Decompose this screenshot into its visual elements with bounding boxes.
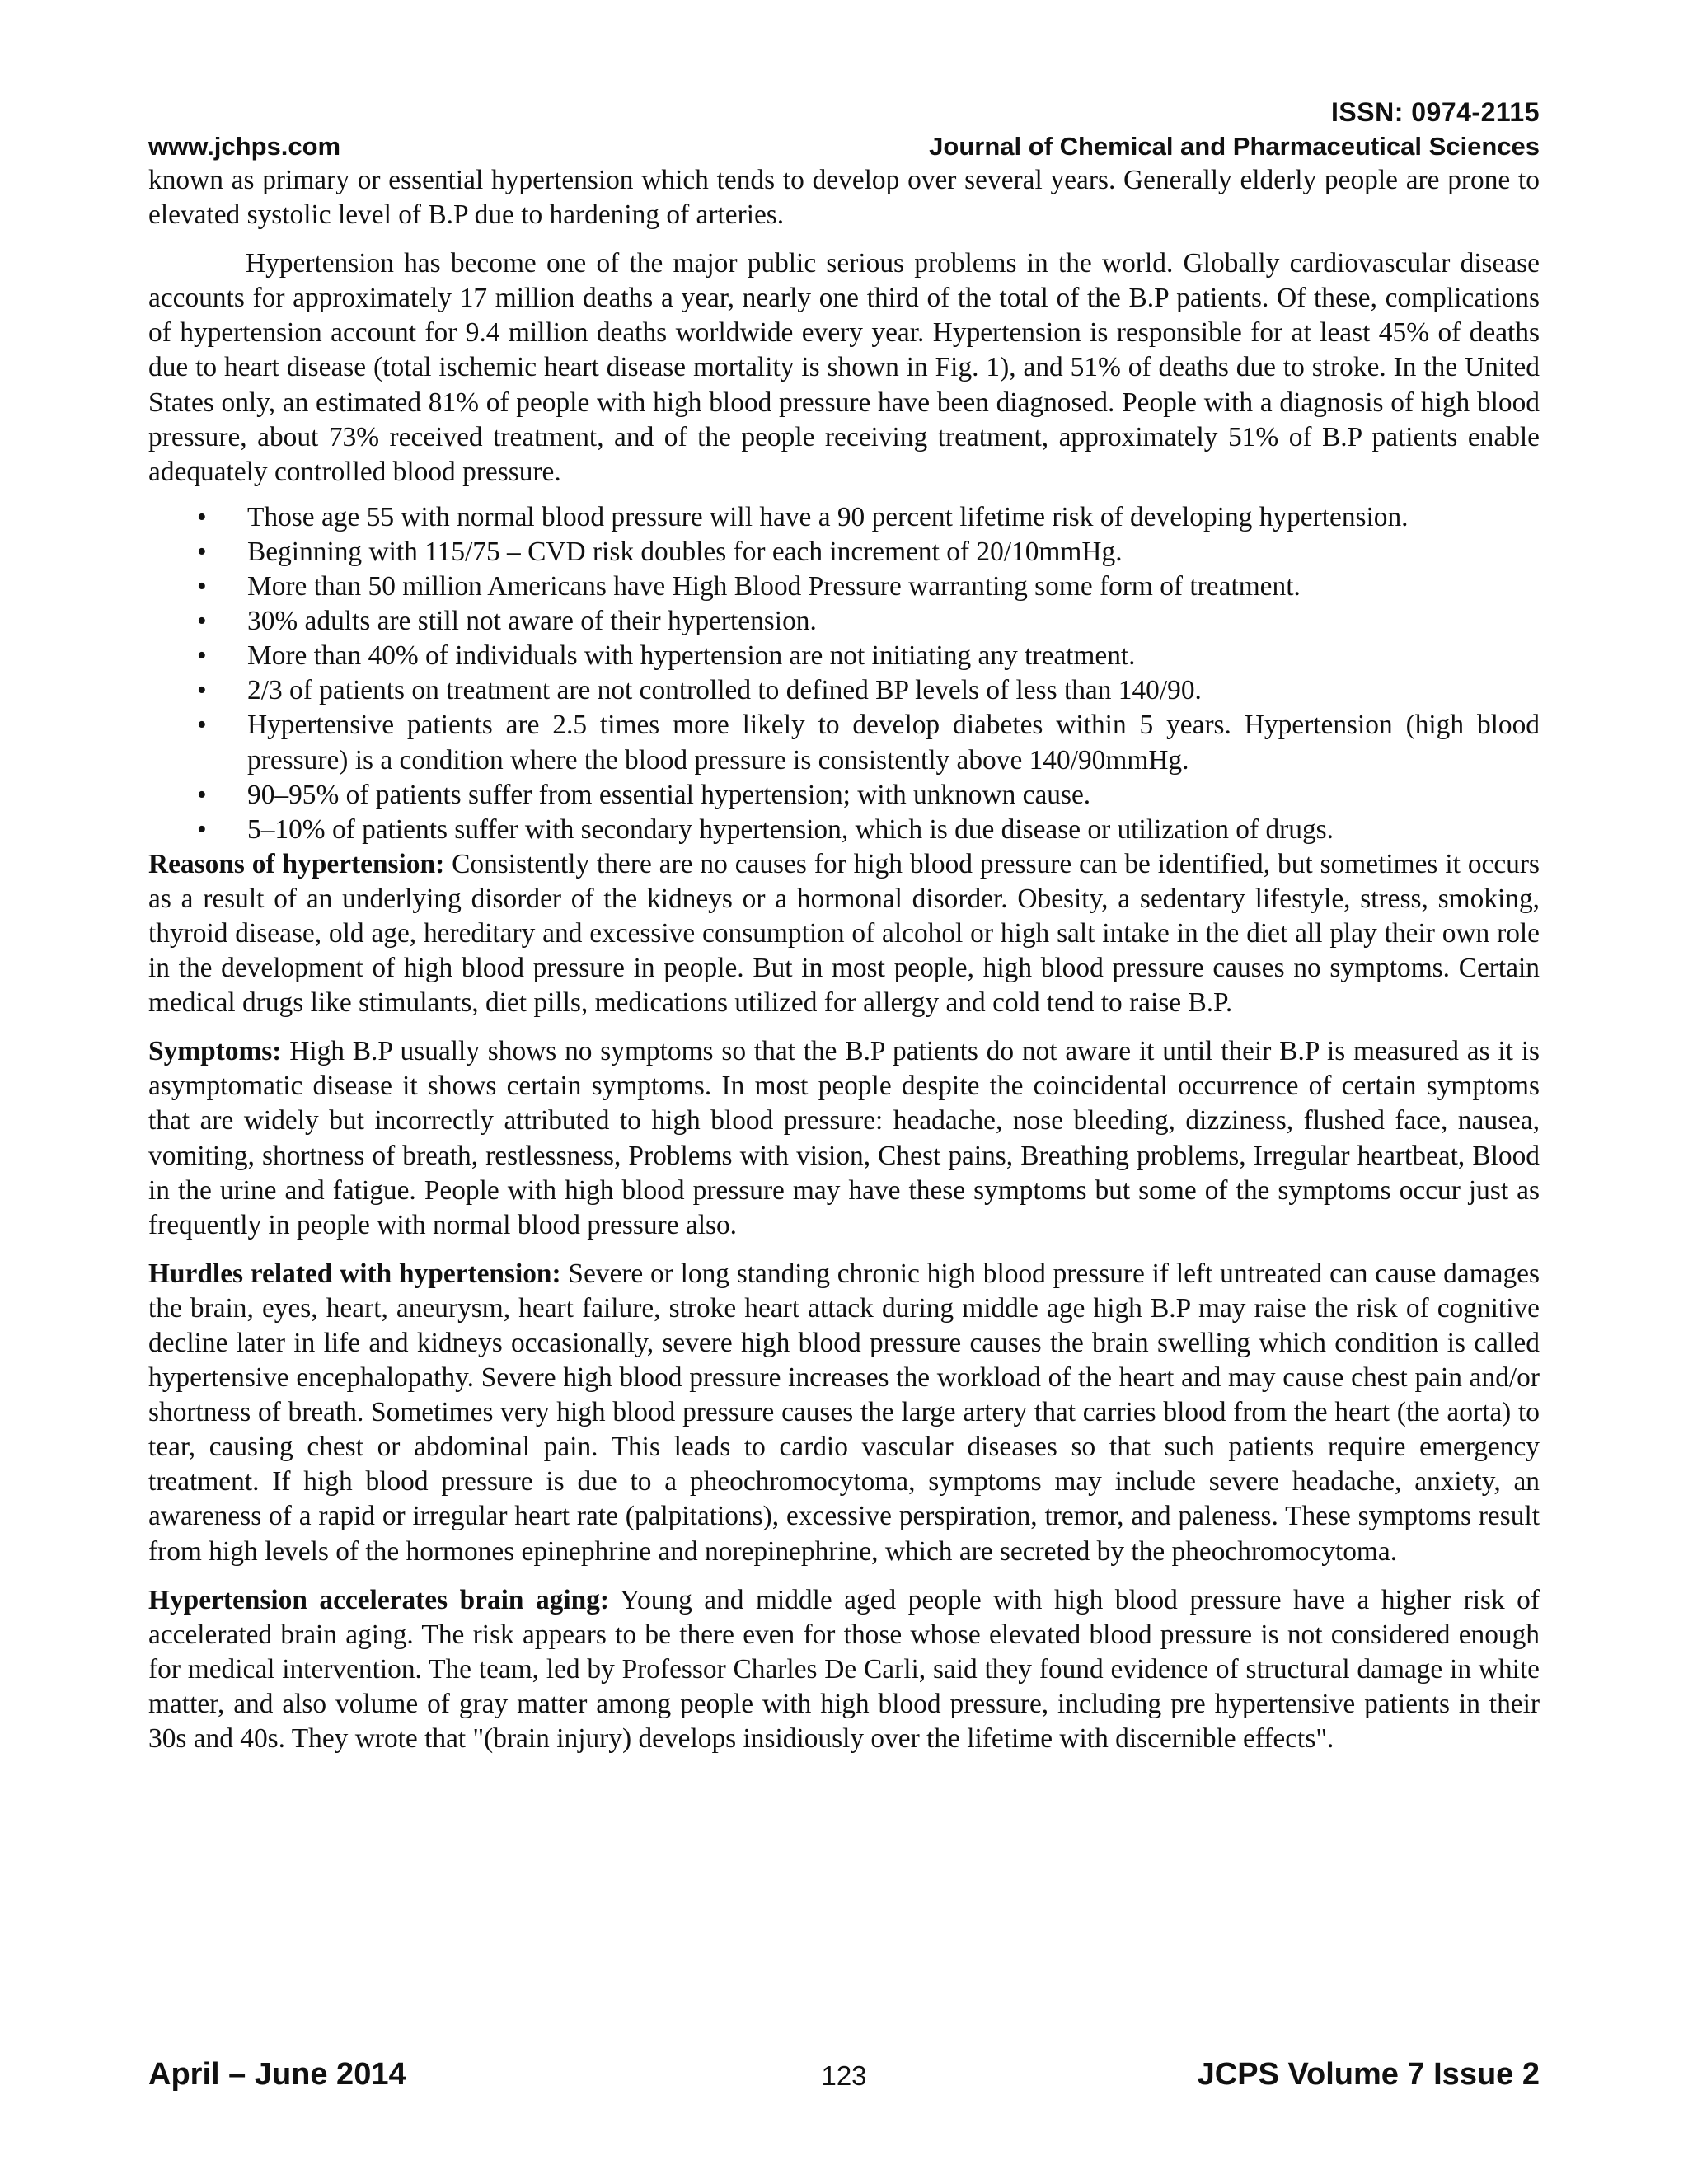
- list-item: [148, 604, 1540, 639]
- bullet-icon: •: [197, 536, 207, 567]
- issn-label: ISSN: 0974-2115: [1331, 97, 1540, 127]
- section-heading: Hypertension accelerates brain aging:: [148, 1584, 610, 1615]
- website-link[interactable]: www.jchps.com: [148, 132, 341, 161]
- section-text: Consistently there are no causes for high blood pressure can be identified, but sometimes it occurs as a result of an underlying disorder of the kidneys or a hormonal disorder. Obesity, a sedentary lifestyle, stress, smoking, thyroid disease, old age, hereditary and excessive consumption of alcohol or high salt intake in the diet all play their own role in the development of high blood pressure in people. But in most people, high blood pressure causes no symptoms. Certain medical drugs like stimulants, diet pills, medications utilized for allergy and cold tend to raise B.P.: [148, 848, 1540, 1019]
- list-item: [148, 535, 1540, 569]
- list-item: [148, 708, 1540, 777]
- bullet-icon: •: [197, 813, 207, 845]
- bullet-icon: •: [197, 501, 207, 532]
- bullet-text: More than 40% of individuals with hypertension are not initiating any treatment.: [247, 640, 1136, 672]
- bullet-icon: •: [197, 606, 207, 637]
- section-symptoms: [148, 1034, 1540, 1243]
- bullet-text: Hypertensive patients are 2.5 times more likely to develop diabetes within 5 years. Hypertension (high blood pressure) is a condition where the blood pressure is consistently above 140/90mmHg.: [247, 710, 1540, 776]
- section-text: Severe or long standing chronic high blood pressure if left untreated can cause damages the brain, eyes, heart, aneurysm, heart failure, stroke heart attack during middle age high B.P may raise the risk of cognitive decline later in life and kidneys occasionally, severe high blood pressure causes the brain swelling which condition is called hypertensive encephalopathy. Severe high blood pressure increases the workload of the heart and may cause chest pain and/or shortness of breath. Sometimes very high blood pressure causes the large artery that carries blood from the heart (the aorta) to tear, causing chest or abdominal pain. This leads to cardio vascular diseases so that such patients require emergency treatment. If high blood pressure is due to a pheochromocytoma, symptoms may include severe headache, anxiety, an awareness of a rapid or irregular heart rate (palpitations), excessive perspiration, tremor, and paleness. These symptoms result from high levels of the hormones epinephrine and norepinephrine, which are secreted by the pheochromocytoma.: [148, 1258, 1540, 1567]
- volume-issue: JCPS Volume 7 Issue 2: [1197, 2057, 1540, 2092]
- bullet-icon: •: [197, 640, 207, 672]
- bullet-icon: •: [197, 571, 207, 602]
- section-heading: Hurdles related with hypertension:: [148, 1258, 561, 1289]
- list-item: [148, 813, 1540, 847]
- journal-title: Journal of Chemical and Pharmaceutical Sciences: [929, 132, 1540, 161]
- journal-page: [148, 0, 1540, 2184]
- statistics-bullet-list: [148, 500, 1540, 847]
- bullet-text: 5–10% of patients suffer with secondary hypertension, which is due disease or utilization of drugs.: [247, 813, 1334, 845]
- bullet-icon: •: [197, 675, 207, 706]
- section-brain-aging: [148, 1583, 1540, 1756]
- page-number: 123: [821, 2060, 867, 2091]
- section-text: High B.P usually shows no symptoms so that the B.P patients do not aware it until their B.P is measured as it is asymptomatic disease it shows certain symptoms. In most people despite the coincidental occurrence of certain symptoms that are widely but incorrectly attributed to high blood pressure: headache, nose bleeding, dizziness, flushed face, nausea, vomiting, shortness of breath, restlessness, Problems with vision, Chest pains, Breathing problems, Irregular heartbeat, Blood in the urine and fatigue. People with high blood pressure may have these symptoms but some of the symptoms occur just as frequently in people with normal blood pressure also.: [148, 1036, 1540, 1240]
- statistics-paragraph: Hypertension has become one of the major public serious problems in the world. Globally cardiovascular disease accounts for approximately 17 million deaths a year, nearly one third of the total of the B.P patients. Of these, complications of hypertension account for 9.4 million deaths worldwide every year. Hypertension is responsible for at least 45% of deaths due to heart disease (total ischemic heart disease mortality is shown in Fig. 1), and 51% of deaths due to stroke. In the United States only, an estimated 81% of people with high blood pressure have been diagnosed. People with a diagnosis of high blood pressure, about 73% received treatment, and of the people receiving treatment, approximately 51% of B.P patients enable adequately controlled blood pressure.: [148, 248, 1540, 487]
- section-hurdles: [148, 1257, 1540, 1569]
- list-item: [148, 500, 1540, 535]
- bullet-icon: •: [197, 779, 207, 810]
- section-heading: Reasons of hypertension:: [148, 848, 445, 879]
- section-reasons: [148, 847, 1540, 1020]
- list-item: [148, 639, 1540, 673]
- bullet-text: Beginning with 115/75 – CVD risk doubles for each increment of 20/10mmHg.: [247, 536, 1123, 567]
- bullet-text: 90–95% of patients suffer from essential hypertension; with unknown cause.: [247, 779, 1091, 810]
- page-footer: [148, 2057, 1540, 2098]
- article-body: [148, 163, 1540, 1756]
- bullet-text: Those age 55 with normal blood pressure will have a 90 percent lifetime risk of developing hypertension.: [247, 501, 1409, 532]
- list-item: [148, 673, 1540, 708]
- section-text: Young and middle aged people with high blood pressure have a higher risk of accelerated brain aging. The risk appears to be there even for those whose elevated blood pressure is not considered enough for medical intervention. The team, led by Professor Charles De Carli, said they found evidence of structural damage in white matter, and also volume of gray matter among people with high blood pressure, including pre hypertensive patients in their 30s and 40s. They wrote that "(brain injury) develops insidiously over the lifetime with discernible effects".: [148, 1584, 1540, 1755]
- bullet-text: 2/3 of patients on treatment are not controlled to defined BP levels of less than 140/90.: [247, 675, 1202, 706]
- bullet-text: More than 50 million Americans have High Blood Pressure warranting some form of treatment.: [247, 571, 1301, 602]
- issue-date: April – June 2014: [148, 2057, 406, 2092]
- section-heading: Symptoms:: [148, 1036, 282, 1067]
- list-item: [148, 778, 1540, 813]
- bullet-icon: •: [197, 710, 207, 741]
- list-item: [148, 569, 1540, 604]
- intro-paragraph: known as primary or essential hypertension which tends to develop over several years. Generally elderly people are prone to elevated systolic level of B.P due to hardening of arteries.: [148, 165, 1540, 231]
- bullet-text: 30% adults are still not aware of their hypertension.: [247, 606, 817, 637]
